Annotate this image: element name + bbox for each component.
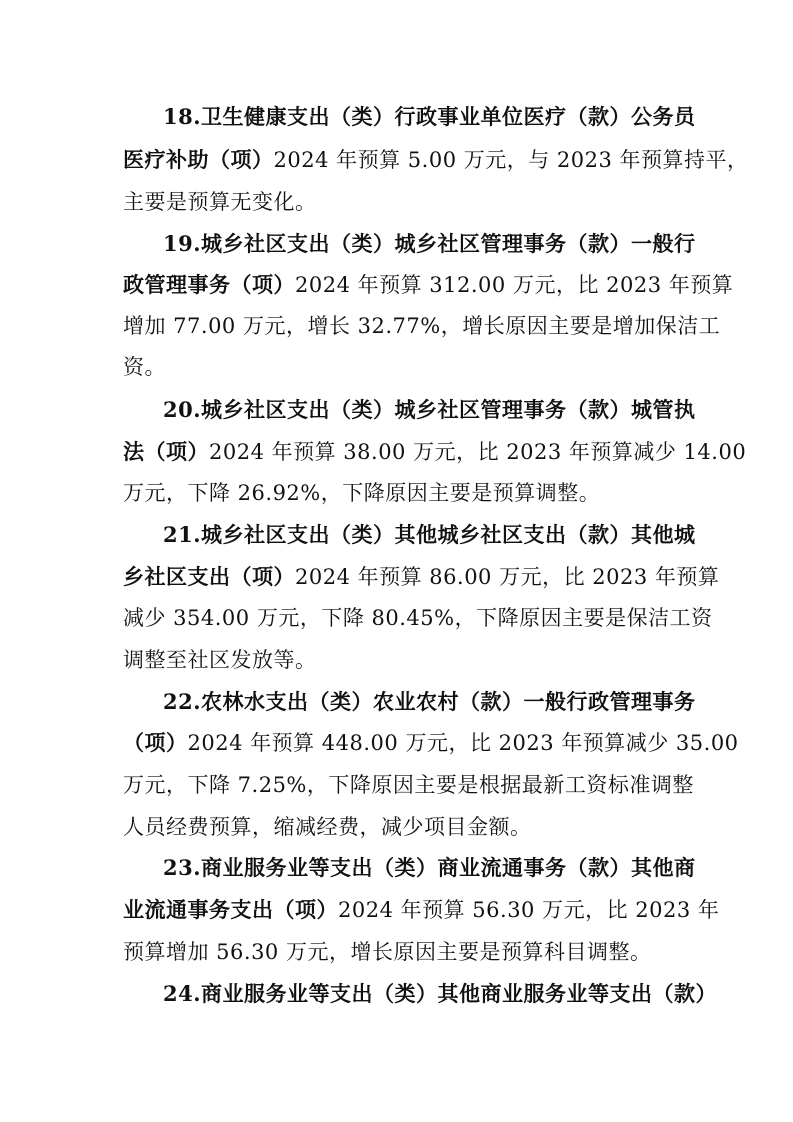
paragraph-20-line-3: [123, 478, 673, 508]
paragraph-22-line-3: [123, 770, 694, 800]
paragraph-23-line-2: [123, 895, 720, 925]
body-text: 万元，下降 26.92%，下降原因主要是预算调整。: [123, 481, 601, 505]
body-text: 2024 年预算 5.00 万元，与 2023 年预算持平，: [273, 148, 749, 172]
heading-text: 20.城乡社区支出（类）城乡社区管理事务（款）城管执: [163, 397, 696, 422]
body-text: 人员经费预算，缩减经费，减少项目金额。: [123, 815, 532, 839]
paragraph-21-line-4: [123, 645, 673, 675]
paragraph-20-line-1: [163, 395, 696, 425]
paragraph-21-line-2: [123, 562, 720, 592]
heading-text: 乡社区支出（项）: [123, 564, 295, 589]
body-text: 2024 年预算 312.00 万元，比 2023 年预算: [295, 273, 734, 297]
body-text: 增加 77.00 万元，增长 32.77%，增长原因主要是增加保洁工: [123, 314, 721, 338]
paragraph-20-line-2: [123, 437, 747, 467]
body-text: 2024 年预算 56.30 万元，比 2023 年: [338, 898, 720, 922]
paragraph-24-line-1: [163, 979, 718, 1009]
heading-text: 政管理事务（项）: [123, 272, 295, 297]
body-text: 主要是预算无变化。: [123, 190, 317, 214]
body-text: 2024 年预算 38.00 万元，比 2023 年预算减少 14.00: [209, 440, 747, 464]
paragraph-22-line-2: [123, 728, 739, 758]
heading-text: 业流通事务支出（项）: [123, 897, 338, 922]
body-text: 2024 年预算 86.00 万元，比 2023 年预算: [295, 565, 720, 589]
paragraph-18-line-3: [123, 187, 673, 217]
paragraph-19-line-3: [123, 311, 721, 341]
heading-text: 23.商业服务业等支出（类）商业流通事务（款）其他商: [163, 855, 696, 880]
heading-text: （项）: [123, 730, 188, 755]
heading-text: 法（项）: [123, 439, 209, 464]
heading-text: 医疗补助（项）: [123, 147, 274, 172]
heading-text: 24.商业服务业等支出（类）其他商业服务业等支出（款）: [163, 981, 718, 1006]
heading-text: 18.卫生健康支出（类）行政事业单位医疗（款）公务员: [163, 104, 696, 129]
body-text: 2024 年预算 448.00 万元，比 2023 年预算减少 35.00: [187, 731, 739, 755]
body-text: 资。: [123, 355, 166, 379]
paragraph-22-line-4: [123, 812, 673, 842]
paragraph-19-line-2: [123, 270, 734, 300]
paragraph-18-line-2: [123, 145, 749, 175]
body-text: 万元，下降 7.25%，下降原因主要是根据最新工资标准调整: [123, 773, 694, 797]
body-text: 预算增加 56.30 万元，增长原因主要是预算科目调整。: [123, 940, 652, 964]
heading-text: 19.城乡社区支出（类）城乡社区管理事务（款）一般行: [163, 231, 696, 256]
paragraph-21-line-3: [123, 603, 713, 633]
paragraph-21-line-1: [163, 520, 696, 550]
paragraph-23-line-3: [123, 937, 673, 967]
paragraph-19-line-4: [123, 352, 673, 382]
paragraph-23-line-1: [163, 853, 696, 883]
body-text: 调整至社区发放等。: [123, 648, 317, 672]
paragraph-18-line-1: [163, 102, 696, 132]
paragraph-22-line-1: [163, 687, 696, 717]
paragraph-19-line-1: [163, 229, 696, 259]
heading-text: 22.农林水支出（类）农业农村（款）一般行政管理事务: [163, 689, 696, 714]
body-text: 减少 354.00 万元，下降 80.45%，下降原因主要是保洁工资: [123, 606, 713, 630]
heading-text: 21.城乡社区支出（类）其他城乡社区支出（款）其他城: [163, 522, 696, 547]
